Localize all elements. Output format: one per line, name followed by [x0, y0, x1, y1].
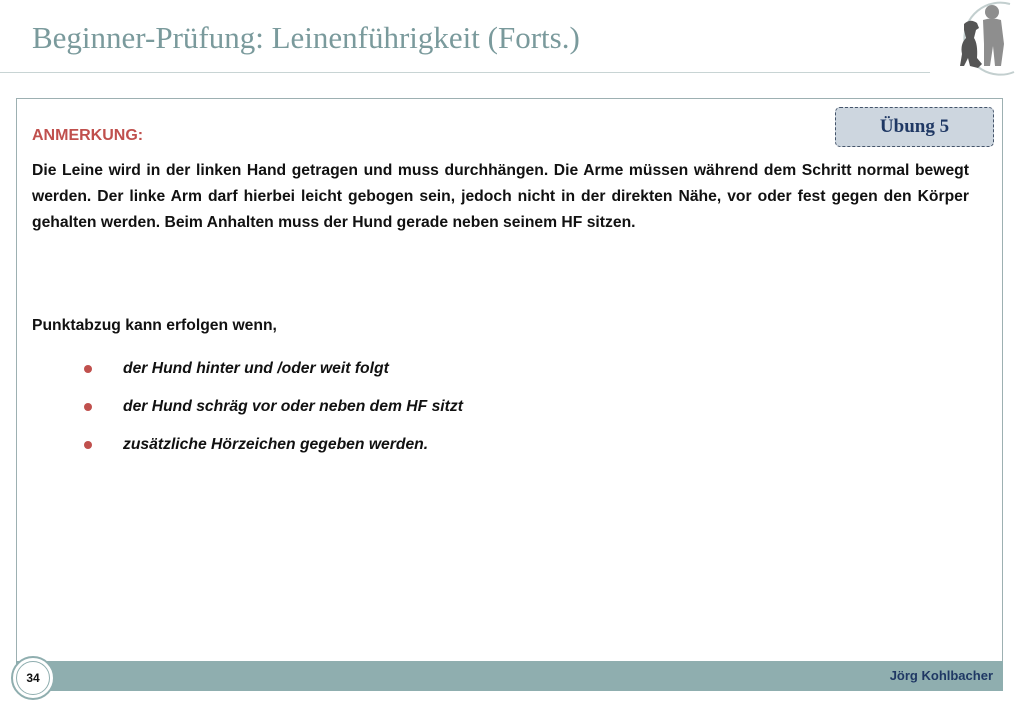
deduction-list [84, 350, 463, 464]
note-section [32, 126, 969, 236]
list-item [84, 426, 463, 464]
footer-author: Jörg Kohlbacher [889, 668, 993, 683]
deduction-intro: Punktabzug kann erfolgen wenn, [32, 317, 277, 334]
list-item [84, 388, 463, 426]
page-number-badge [11, 656, 55, 700]
bullet-dot-icon [84, 403, 92, 411]
bullet-dot-icon [84, 441, 92, 449]
title-divider [0, 72, 930, 73]
list-item-text: der Hund schräg vor oder neben dem HF sitzt [123, 398, 463, 415]
note-paragraph: Die Leine wird in der linken Hand getragen und muss durchhängen. Die Arme müssen während dem Schritt normal bewegt werden. Der linke Arm darf hierbei leicht gebogen sein, jedoch nicht in der direkten Nähe, vor oder fest gegen den Körper gehalten werden. Beim Anhalten muss der Hund gerade neben seinem HF sitzen. [32, 162, 969, 231]
note-label: ANMERKUNG: [32, 127, 144, 144]
footer-bar [16, 661, 1003, 691]
list-item-text: zusätzliche Hörzeichen gegeben werden. [123, 436, 429, 453]
page-title: Beginner-Prüfung: Leinenführigkeit (Forts.) [32, 20, 580, 55]
page-number: 34 [16, 661, 50, 695]
list-item-text: der Hund hinter und /oder weit folgt [123, 360, 389, 377]
bullet-dot-icon [84, 365, 92, 373]
list-item [84, 350, 463, 388]
exercise-badge: Übung 5 [835, 107, 994, 147]
logo-person-dog-icon [940, 0, 1023, 76]
